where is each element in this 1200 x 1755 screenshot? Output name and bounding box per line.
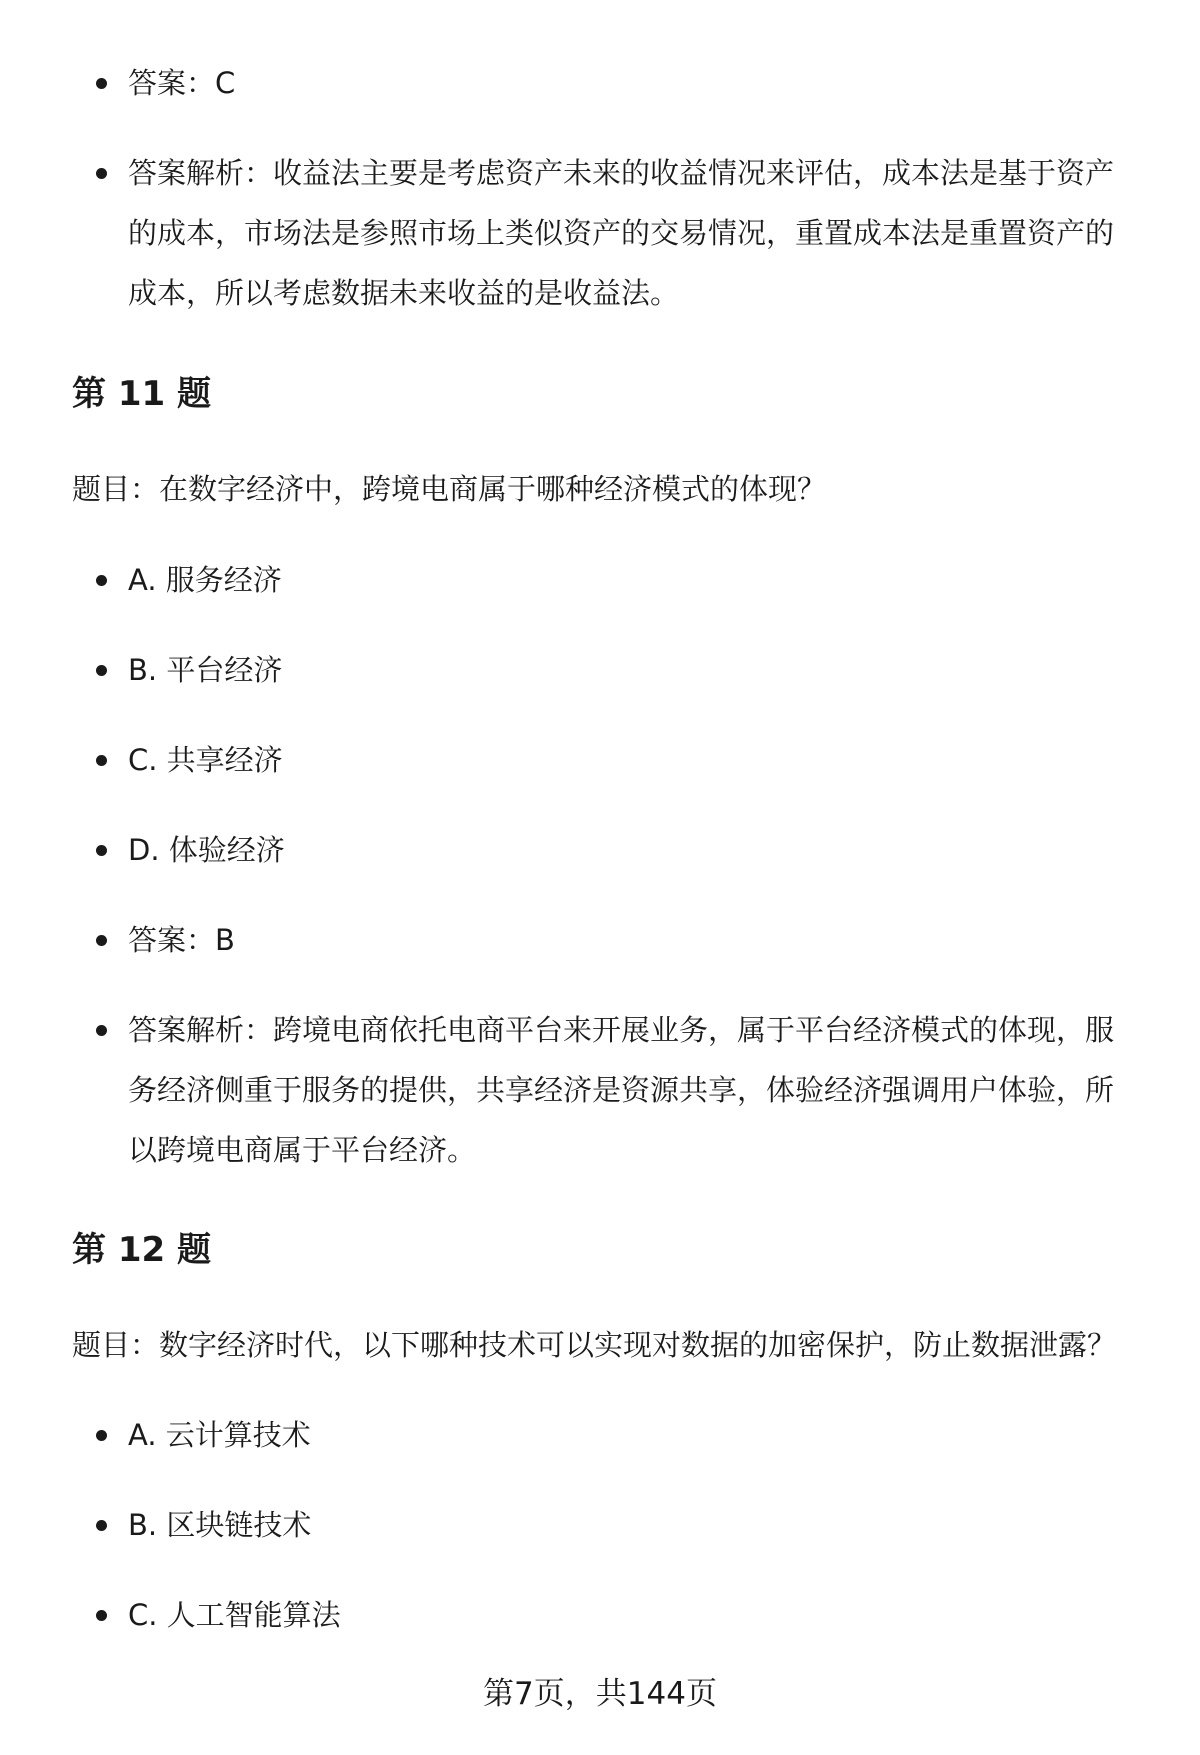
- q11-heading: 第 11 题: [72, 374, 211, 414]
- q12-question: 题目：数字经济时代，以下哪种技术可以实现对数据的加密保护，防止数据泄露？: [72, 1328, 1117, 1362]
- q11-option-c: C. 共享经济: [72, 730, 1140, 790]
- q11-question: 题目：在数字经济中，跨境电商属于哪种经济模式的体现？: [72, 472, 827, 506]
- q12-option-c: C. 人工智能算法: [72, 1585, 1140, 1645]
- q12-option-a: A. 云计算技术: [72, 1405, 1140, 1465]
- q11-explanation: 答案解析：跨境电商依托电商平台来开展业务，属于平台经济模式的体现，服务经济侧重于服务的提供，共享经济是资源共享，体验经济强调用户体验，所以跨境电商属于平台经济。: [72, 1000, 1140, 1180]
- q11-option-d: D. 体验经济: [72, 820, 1140, 880]
- q11-option-b: B. 平台经济: [72, 640, 1140, 700]
- q12-heading: 第 12 题: [72, 1230, 211, 1270]
- page-number: 第7页，共144页: [483, 1676, 717, 1712]
- q11-answer: 答案：B: [72, 910, 1140, 970]
- q10-answer: 答案：C: [72, 53, 1140, 113]
- q12-option-b: B. 区块链技术: [72, 1495, 1140, 1555]
- q11-option-a: A. 服务经济: [72, 550, 1140, 610]
- q10-explanation: 答案解析：收益法主要是考虑资产未来的收益情况来评估，成本法是基于资产的成本，市场法是参照市场上类似资产的交易情况，重置成本法是重置资产的成本，所以考虑数据未来收益的是收益法。: [72, 143, 1140, 323]
